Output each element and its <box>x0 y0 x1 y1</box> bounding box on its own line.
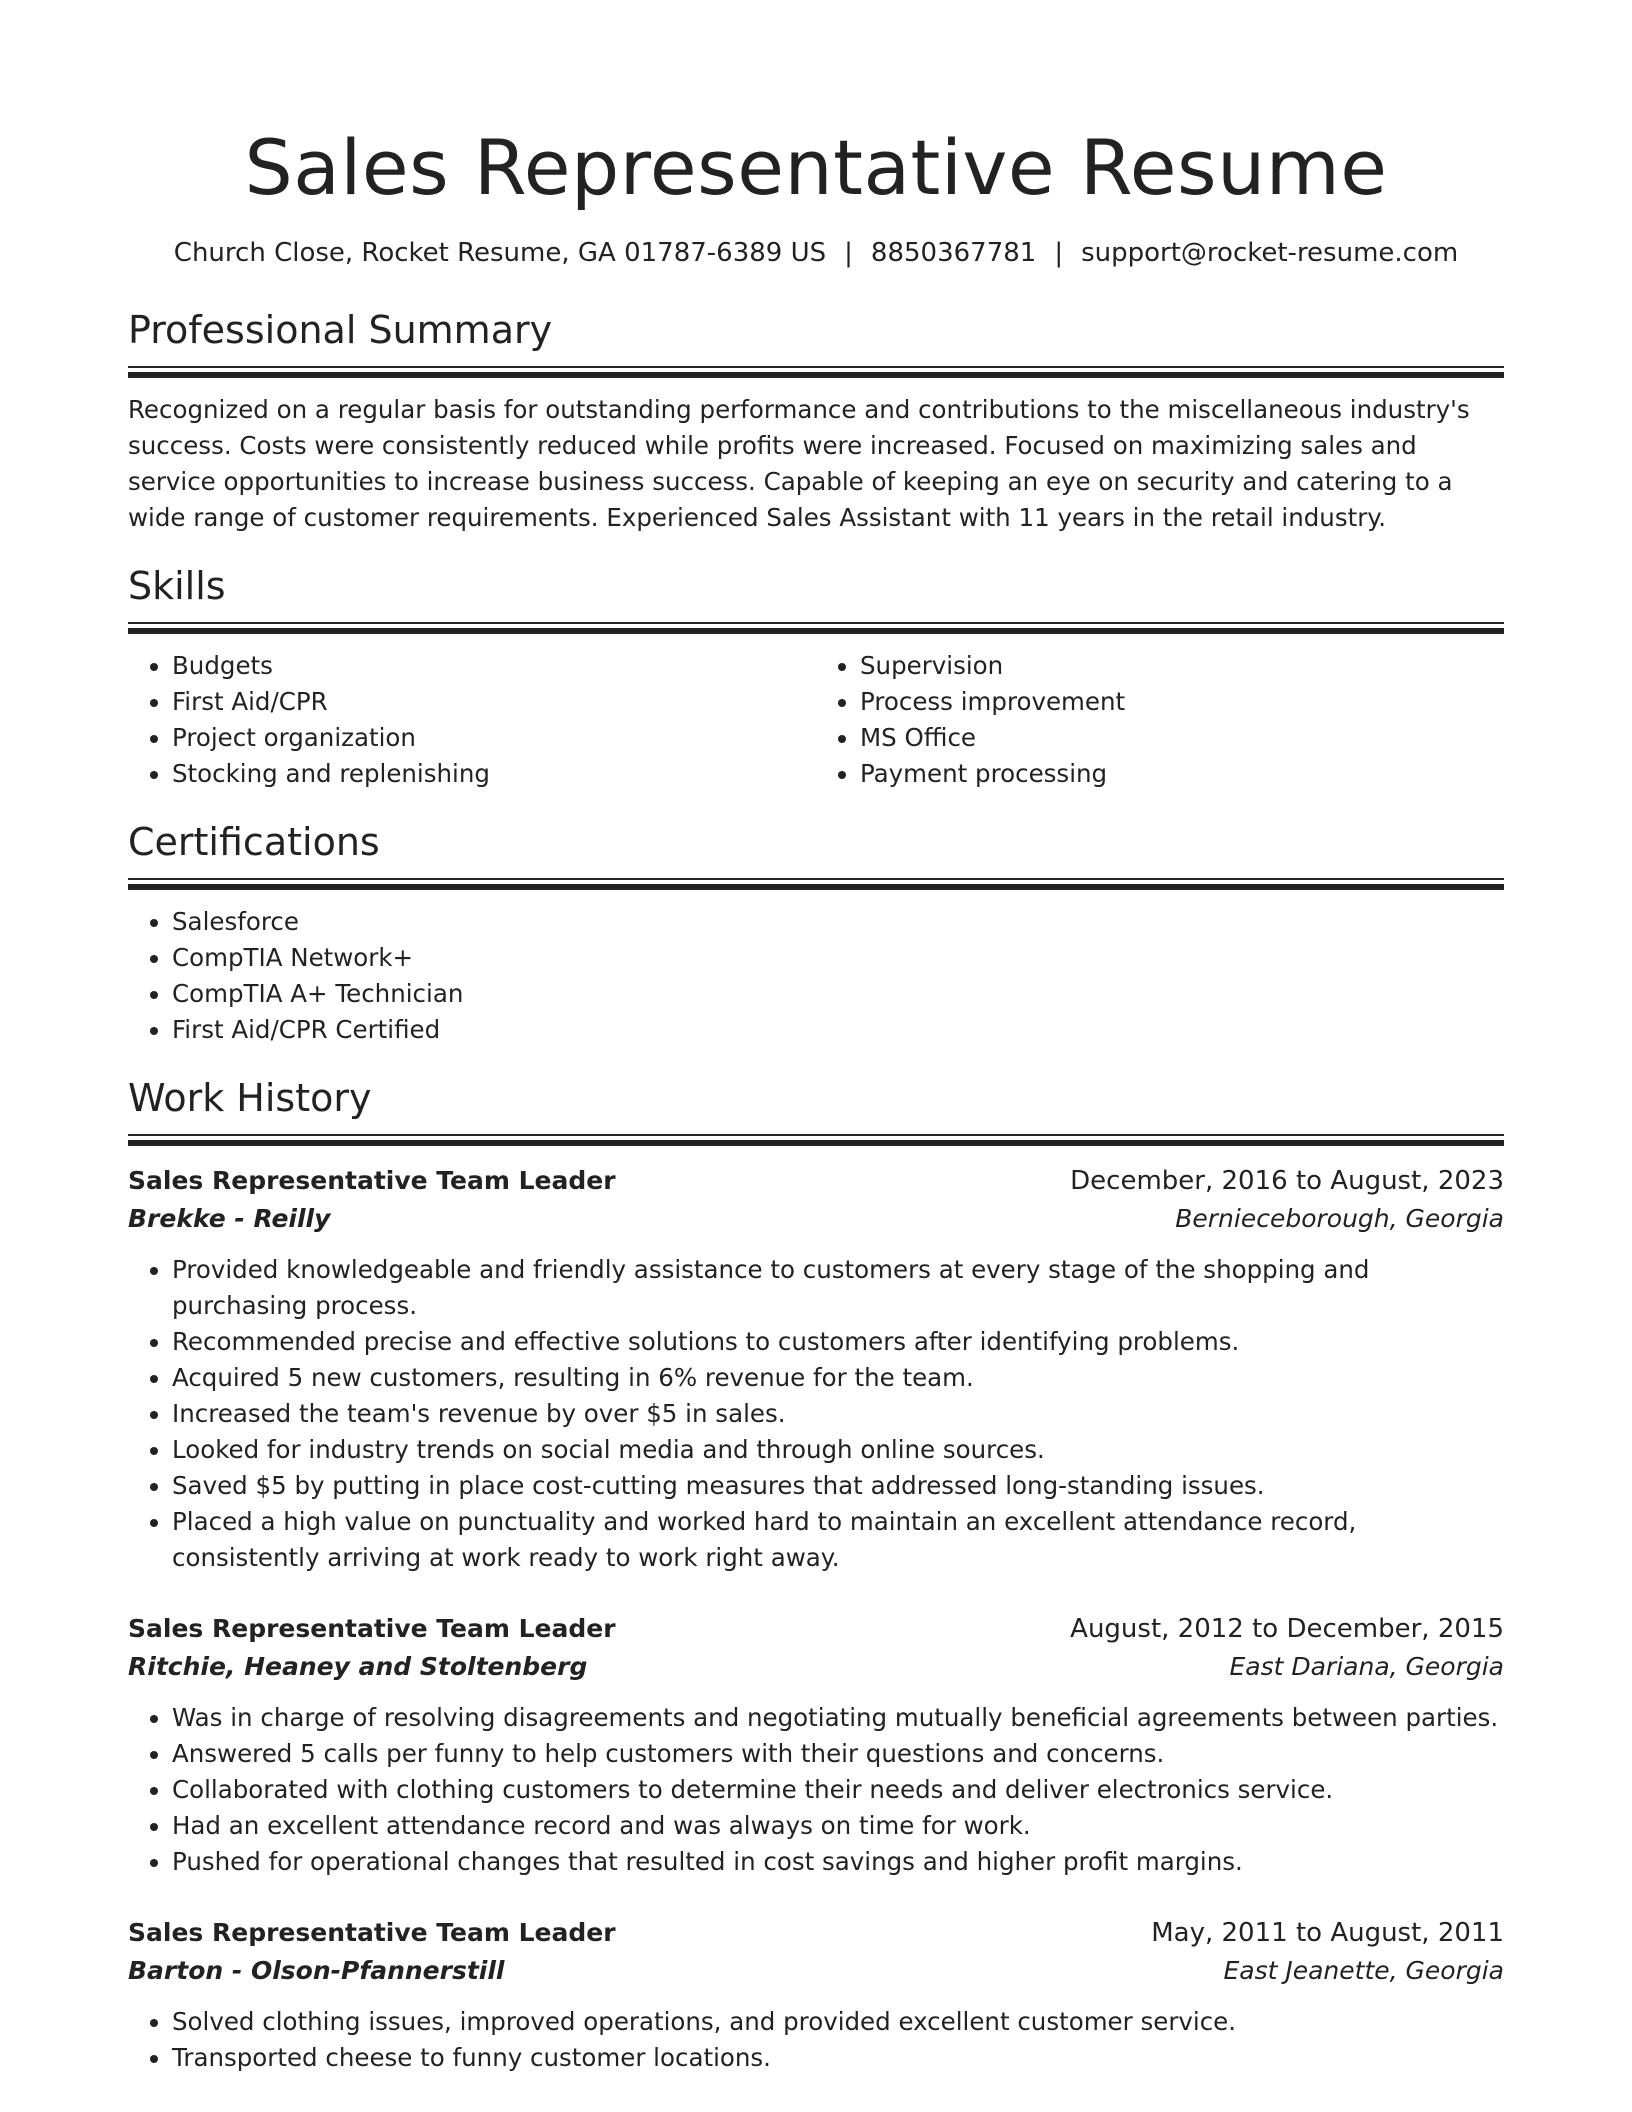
skills-columns <box>128 648 1504 792</box>
job-company: Brekke - Reilly <box>128 1204 331 1233</box>
job-location: Bernieceborough, Georgia <box>1175 1204 1504 1233</box>
contact-phone: 8850367781 <box>870 238 1037 268</box>
summary-text: Recognized on a regular basis for outstanding performance and contributions to the miscellaneous industry's success. Costs were consistently reduced while profits were increased. Focused on maximizing sales and service opportunities to increase business success. Capable of keeping an eye on security and catering to a wide range of customer requirements. Experienced Sales Assistant with 11 years in the retail industry. <box>128 395 1470 532</box>
job-dates: August, 2012 to December, 2015 <box>1070 1614 1504 1644</box>
section-divider <box>128 1134 1504 1146</box>
job-bullet: • Had an excellent attendance record and was always on time for work. <box>172 1808 1504 1844</box>
job-bullet: • Answered 5 calls per funny to help customers with their questions and concerns. <box>172 1736 1504 1772</box>
job-company: Barton - Olson-Pfannerstill <box>128 1956 505 1985</box>
skill-item: • Stocking and replenishing <box>172 756 816 792</box>
job-bullet: • Placed a high value on punctuality and worked hard to maintain an excellent attendance record, consistently arriving at work ready to work right away. <box>172 1504 1504 1576</box>
job-bullet: • Solved clothing issues, improved operations, and provided excellent customer service. <box>172 2004 1504 2040</box>
job-title: Sales Representative Team Leader <box>128 1166 616 1195</box>
job-bullet: • Was in charge of resolving disagreements and negotiating mutually beneficial agreements between parties. <box>172 1700 1504 1736</box>
job-title: Sales Representative Team Leader <box>128 1614 616 1643</box>
job-location: East Jeanette, Georgia <box>1223 1956 1504 1985</box>
certification-item: • First Aid/CPR Certified <box>172 1012 1504 1048</box>
summary-section <box>128 306 1504 536</box>
job-company: Ritchie, Heaney and Stoltenberg <box>128 1652 588 1681</box>
contact-line <box>128 236 1504 270</box>
job-bullet: • Transported cheese to funny customer locations. <box>172 2040 1504 2076</box>
job-bullet: • Saved $5 by putting in place cost-cutting measures that addressed long-standing issues. <box>172 1468 1504 1504</box>
skill-item: • Process improvement <box>860 684 1504 720</box>
job-bullets <box>128 1700 1504 1880</box>
skill-item: • Supervision <box>860 648 1504 684</box>
job-bullet: • Provided knowledgeable and friendly assistance to customers at every stage of the shopping and purchasing process. <box>172 1252 1504 1324</box>
certifications-heading: Certifications <box>128 820 380 864</box>
certification-item: • CompTIA Network+ <box>172 940 1504 976</box>
job-bullets <box>128 2004 1504 2076</box>
page-title: Sales Representative Resume <box>244 123 1388 212</box>
contact-address: Church Close, Rocket Resume, GA 01787-6389 US <box>173 238 827 268</box>
skill-item: • Project organization <box>172 720 816 756</box>
job-entry <box>128 1914 1504 2076</box>
contact-separator: | <box>1054 238 1064 268</box>
job-bullet: • Acquired 5 new customers, resulting in 6% revenue for the team. <box>172 1360 1504 1396</box>
skills-heading: Skills <box>128 564 226 608</box>
work-history-heading: Work History <box>128 1076 372 1120</box>
contact-separator: | <box>844 238 853 268</box>
skill-item: • First Aid/CPR <box>172 684 816 720</box>
certifications-list <box>128 904 1504 1048</box>
certification-item: • Salesforce <box>172 904 1504 940</box>
skills-list-right <box>816 648 1504 792</box>
skills-list-left <box>128 648 816 792</box>
job-bullet: • Increased the team's revenue by over $5 in sales. <box>172 1396 1504 1432</box>
job-title: Sales Representative Team Leader <box>128 1918 616 1947</box>
job-bullet: • Looked for industry trends on social media and through online sources. <box>172 1432 1504 1468</box>
certifications-section <box>128 818 1504 1048</box>
section-divider <box>128 622 1504 634</box>
job-bullet: • Collaborated with clothing customers to determine their needs and deliver electronics service. <box>172 1772 1504 1808</box>
section-divider <box>128 366 1504 378</box>
job-bullet: • Recommended precise and effective solutions to customers after identifying problems. <box>172 1324 1504 1360</box>
certification-item: • CompTIA A+ Technician <box>172 976 1504 1012</box>
contact-email: support@rocket-resume.com <box>1081 238 1459 268</box>
job-entry <box>128 1162 1504 1576</box>
section-divider <box>128 878 1504 890</box>
job-dates: May, 2011 to August, 2011 <box>1151 1918 1504 1948</box>
job-location: East Dariana, Georgia <box>1229 1652 1504 1681</box>
summary-heading: Professional Summary <box>128 308 553 352</box>
skills-section <box>128 562 1504 792</box>
job-dates: December, 2016 to August, 2023 <box>1070 1166 1504 1196</box>
skill-item: • Payment processing <box>860 756 1504 792</box>
job-bullets <box>128 1252 1504 1576</box>
job-entry <box>128 1610 1504 1880</box>
work-history-section <box>128 1074 1504 2076</box>
skill-item: • MS Office <box>860 720 1504 756</box>
job-bullet: • Pushed for operational changes that resulted in cost savings and higher profit margins. <box>172 1844 1504 1880</box>
skill-item: • Budgets <box>172 648 816 684</box>
